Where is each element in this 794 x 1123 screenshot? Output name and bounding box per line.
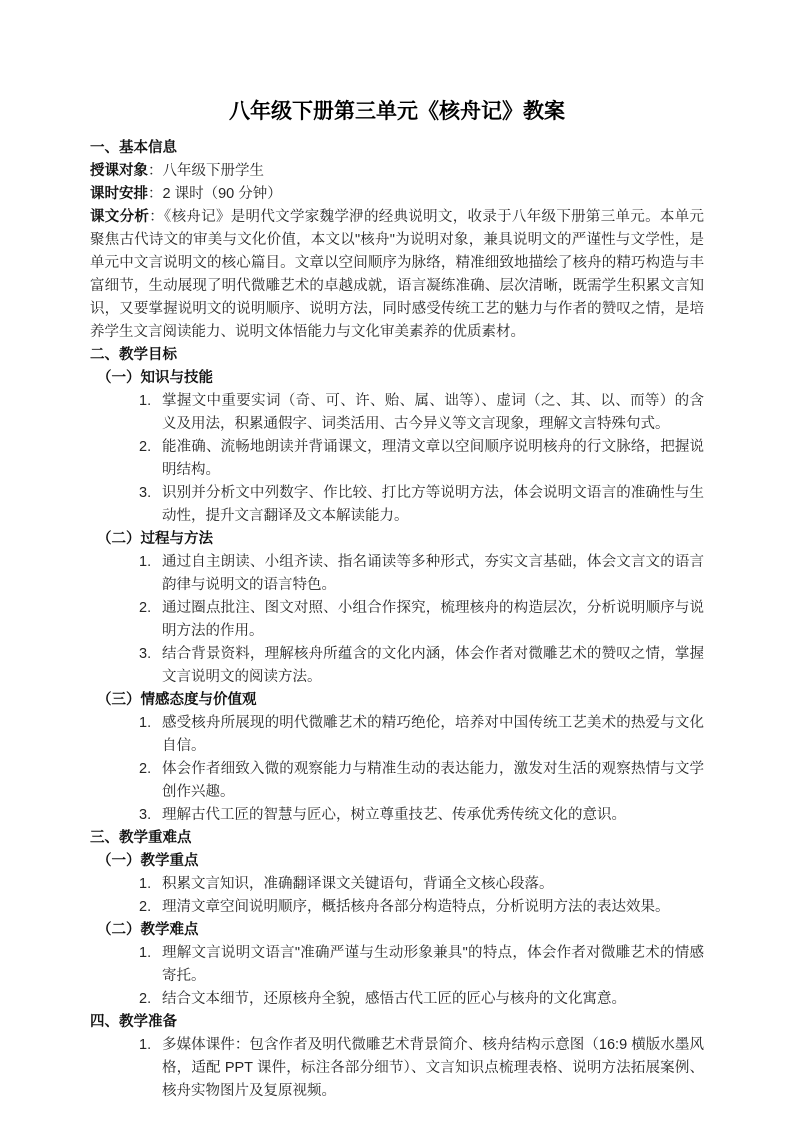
list-item-text: 识别并分析文中列数字、作比较、打比方等说明方法，体会说明文语言的准确性与生动性，提升文言翻译及文本解读能力。 [162, 485, 704, 524]
teaching-focus-list [90, 873, 704, 919]
list-item [90, 551, 704, 597]
document-title: 八年级下册第三单元《核舟记》教案 [229, 100, 565, 123]
list-item-number: 1. [139, 715, 152, 731]
field-class-schedule [90, 183, 704, 206]
list-item [90, 758, 704, 804]
field-value-teaching-target: 八年级下册学生 [162, 163, 264, 179]
field-colon: ： [148, 186, 163, 202]
subheading-emotion-values: （三）情感态度与价值观 [97, 692, 257, 708]
field-colon: ： [148, 163, 163, 179]
list-item-text: 多媒体课件：包含作者及明代微雕艺术背景简介、核舟结构示意图（16:9 横版水墨风格，适配 PPT 课件，标注各部分细节）、文言知识点梳理表格、说明方法拓展案例、核舟实物图片及复原视频。 [162, 1037, 704, 1099]
list-item-text: 结合背景资料，理解核舟所蕴含的文化内涵，体会作者对微雕艺术的赞叹之情，掌握文言说明文的阅读方法。 [162, 646, 704, 685]
field-teaching-target [90, 160, 704, 183]
list-item-number: 2. [139, 761, 152, 777]
field-label-class-schedule: 课时安排 [90, 186, 148, 202]
section-heading-key-points: 三、教学重难点 [90, 830, 192, 846]
emotion-values-list [90, 712, 704, 827]
list-item-number: 2. [139, 439, 152, 455]
list-item [90, 1034, 704, 1103]
list-item-text: 能准确、流畅地朗读并背诵课文，理清文章以空间顺序说明核舟的行文脉络，把握说明结构。 [162, 439, 704, 478]
list-item-text: 积累文言知识，准确翻译课文关键语句，背诵全文核心段落。 [162, 876, 554, 892]
list-item-number: 1. [139, 876, 152, 892]
section-heading-objectives: 二、教学目标 [90, 347, 177, 363]
field-label-text-analysis: 课文分析 [90, 209, 150, 225]
list-item-text: 体会作者细致入微的观察能力与精准生动的表达能力，激发对生活的观察热情与文学创作兴趣。 [162, 761, 704, 800]
teaching-difficulty-list [90, 942, 704, 1011]
list-item [90, 873, 704, 896]
field-text-analysis [90, 206, 704, 344]
list-item-text: 掌握文中重要实词（奇、可、许、贻、属、诎等）、虚词（之、其、以、而等）的含义及用法，积累通假字、词类活用、古今异义等文言现象，理解文言特殊句式。 [162, 393, 704, 432]
list-item [90, 643, 704, 689]
knowledge-skills-list [90, 390, 704, 528]
list-item-text: 理解文言说明文语言"准确严谨与生动形象兼具"的特点，体会作者对微雕艺术的情感寄托。 [162, 945, 704, 984]
subheading-teaching-focus: （一）教学重点 [97, 853, 199, 869]
list-item [90, 712, 704, 758]
list-item-number: 3. [139, 646, 152, 662]
list-item-number: 2. [139, 899, 152, 915]
list-item [90, 896, 704, 919]
list-item [90, 597, 704, 643]
process-methods-list [90, 551, 704, 689]
field-label-teaching-target: 授课对象 [90, 163, 148, 179]
field-value-class-schedule: 2 课时（90 分钟） [162, 186, 282, 202]
section-heading-preparation: 四、教学准备 [90, 1014, 177, 1030]
list-item-number: 1. [139, 393, 152, 409]
list-item-text: 理清文章空间说明顺序，概括核舟各部分构造特点，分析说明方法的表达效果。 [162, 899, 670, 915]
list-item [90, 942, 704, 988]
list-item [90, 482, 704, 528]
list-item [90, 988, 704, 1011]
field-colon: ： [149, 209, 165, 225]
list-item-text: 感受核舟所展现的明代微雕艺术的精巧绝伦，培养对中国传统工艺美术的热爱与文化自信。 [162, 715, 704, 754]
list-item-number: 2. [139, 600, 152, 616]
list-item [90, 390, 704, 436]
list-item-number: 2. [139, 991, 152, 1007]
subheading-process-methods: （二）过程与方法 [97, 531, 213, 547]
list-item-text: 结合文本细节，还原核舟全貌，感悟古代工匠的匠心与核舟的文化寓意。 [162, 991, 626, 1007]
preparation-list [90, 1034, 704, 1103]
list-item-number: 1. [139, 554, 152, 570]
list-item-number: 1. [139, 945, 152, 961]
subheading-knowledge-skills: （一）知识与技能 [97, 370, 213, 386]
list-item [90, 804, 704, 827]
list-item-text: 理解古代工匠的智慧与匠心，树立尊重技艺、传承优秀传统文化的意识。 [162, 807, 626, 823]
list-item-text: 通过圈点批注、图文对照、小组合作探究，梳理核舟的构造层次，分析说明顺序与说明方法的作用。 [162, 600, 704, 639]
list-item-number: 1. [139, 1037, 152, 1053]
list-item-text: 通过自主朗读、小组齐读、指名诵读等多种形式，夯实文言基础，体会文言文的语言韵律与说明文的语言特色。 [162, 554, 704, 593]
list-item [90, 436, 704, 482]
section-heading-basic-info: 一、基本信息 [90, 140, 177, 156]
list-item-number: 3. [139, 485, 152, 501]
field-value-text-analysis: 《核舟记》是明代文学家魏学洢的经典说明文，收录于八年级下册第三单元。本单元聚焦古代诗文的审美与文化价值，本文以"核舟"为说明对象，兼具说明文的严谨性与文学性，是单元中文言说明文的核心篇目。文章以空间顺序为脉络，精准细致地描绘了核舟的精巧构造与丰富细节，生动展现了明代微雕艺术的卓越成就，语言凝练准确、层次清晰，既需学生积累文言知识，又要掌握说明文的说明顺序、说明方法，同时感受传统工艺的魅力与作者的赞叹之情，是培养学生文言阅读能力、说明文体悟能力与文化审美素养的优质素材。 [90, 209, 705, 340]
list-item-number: 3. [139, 807, 152, 823]
subheading-teaching-difficulty: （二）教学难点 [97, 922, 199, 938]
